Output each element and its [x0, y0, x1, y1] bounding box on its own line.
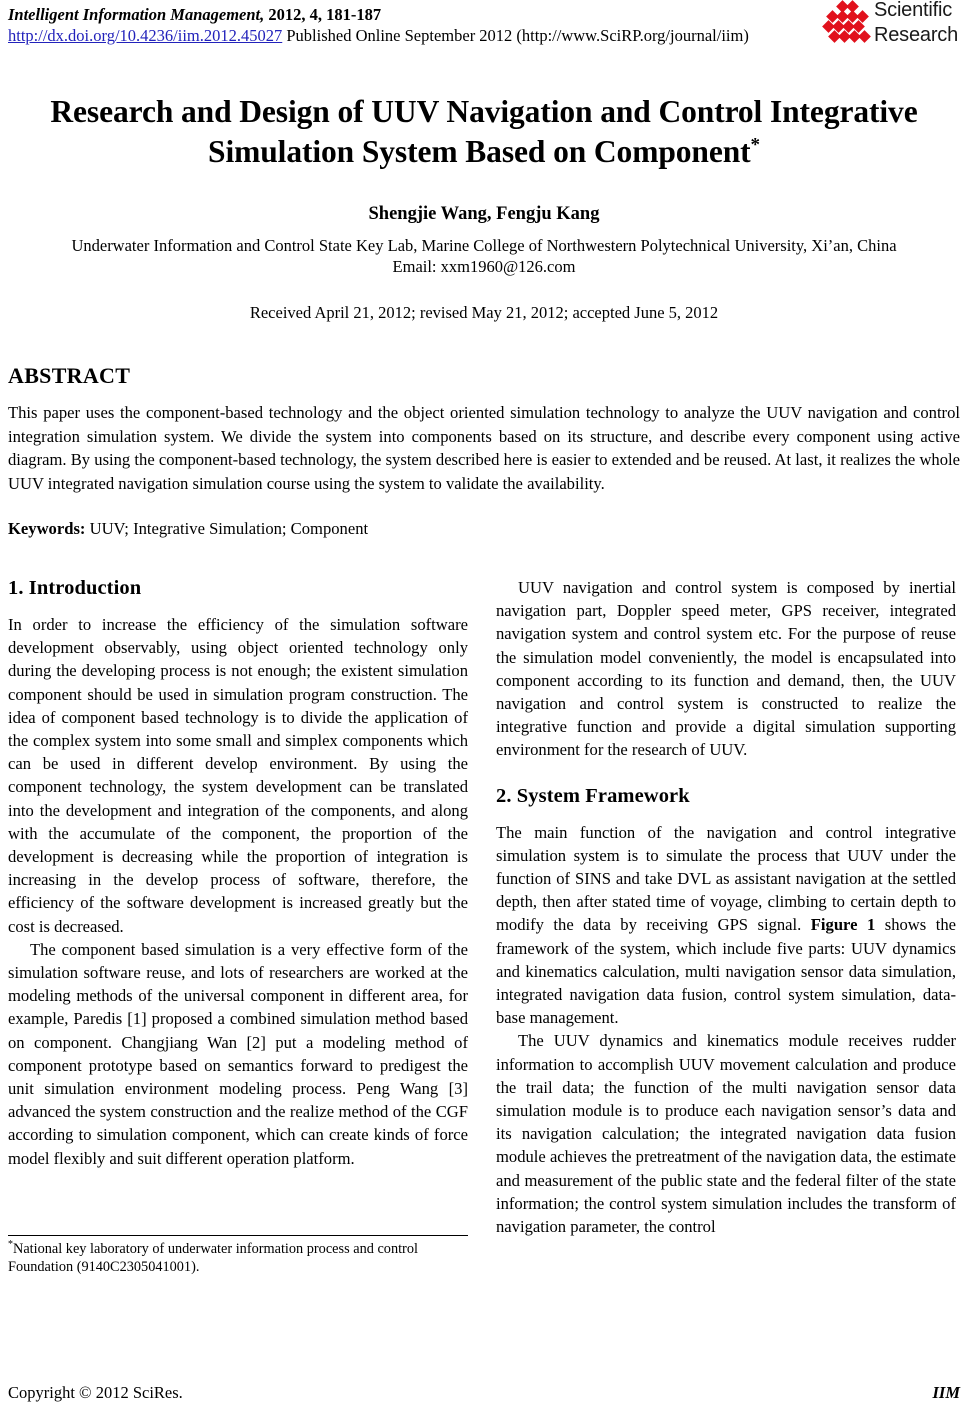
footnote-content: National key laboratory of underwater information process and control Foundation (9140C2305041001).: [8, 1241, 418, 1275]
abstract-heading: ABSTRACT: [8, 363, 131, 388]
publisher-name-line2: Research: [874, 24, 958, 46]
journal-name: Intelligent Information Management,: [8, 5, 265, 24]
masthead-text: [8, 4, 848, 47]
publisher-logo: [824, 0, 960, 52]
publisher-name-line1: Scientific: [874, 0, 953, 21]
doi-link[interactable]: http://dx.doi.org/10.4236/iim.2012.45027: [8, 26, 283, 45]
system-framework-paragraph-1: [496, 821, 956, 1030]
copyright-notice: Copyright © 2012 SciRes.: [8, 1383, 183, 1402]
author-list: Shengjie Wang, Fengju Kang: [368, 204, 600, 224]
keywords-line: [8, 517, 960, 540]
doi-publication-line: [8, 25, 848, 47]
sf-p1-part1: The main function of the navigation and control integrative simulation system is to simulate the process that UUV under the function of SINS and take DVL as assistant navigation at the settled depth, then after stated time of voyage, climbing to certain depth to modify the data by receiving GPS signal.: [496, 822, 956, 935]
journal-issue-info: 2012, 4, 181-187: [264, 5, 382, 24]
introduction-paragraph-2: The component based simulation is a very effective form of the simulation software reuse, and lots of researchers are worked at the modeling methods of the universal component in different area, for example, Paredis [1] proposed a combined simulation method based on component. Changjiang Wan [2] put a modeling method of component prototype based on semantics forward to predigest the unit simulation environment modeling process. Peng Wang [3] advanced the system construction and the realize method of the CGF according to simulation component, which can create kinds of force model flexibly and suit different operation platform.: [8, 939, 468, 1168]
keywords-value: UUV; Integrative Simulation; Component: [85, 519, 369, 538]
page-footer: [8, 1382, 960, 1403]
left-column: [8, 576, 468, 1276]
footnote-text: [8, 1240, 468, 1276]
publisher-name: [874, 0, 958, 48]
contact-email: Email: xxm1960@126.com: [392, 257, 576, 276]
paper-title-text: Research and Design of UUV Navigation and Control Integrative Simulation System Based on Component: [50, 94, 918, 169]
footnote-divider: [8, 1235, 468, 1236]
page-title: [44, 92, 924, 172]
introduction-paragraph-3: UUV navigation and control system is composed by inertial navigation part, Doppler speed meter, GPS receiver, integrated navigation system and control system etc. For the purpose of reuse the simulation model conveniently, the model is encapsulated into component according to its function and demand, then, the UUV navigation and control system is constructed to realize the integrative function and provide a digital simulation supporting environment for the research of UUV.: [496, 578, 956, 760]
section-heading-system-framework: 2. System Framework: [496, 784, 690, 807]
footnote-marker: *: [8, 1239, 13, 1251]
sf-p1-part2: shows the framework of the system, which include five parts: UUV dynamics and kinematics calculation, multi navigation sensor data simulation, integrated navigation data fusion, control system simulation, data-base management.: [496, 915, 956, 1028]
body-columns: [8, 576, 960, 1276]
masthead: [8, 0, 960, 62]
section-heading-introduction: 1. Introduction: [8, 577, 142, 599]
publication-dates: Received April 21, 2012; revised May 21, 2012; accepted June 5, 2012: [249, 303, 719, 322]
title-footnote-marker: *: [750, 134, 760, 156]
title-block: [8, 92, 960, 323]
introduction-paragraph-1: In order to increase the efficiency of the simulation software development observably, using object oriented technology only during the developing process is not enough; the existent simulation component should be used in simulation program construction. The idea of component based technology is to divide the application of the complex system into some small and simplex components which can be used in different develop environment. By using the component technology, the system development can be translated into the development and integration of the components, and along with the accumulate of the component, the proportion of the development is decreasing while the proportion of integration is increasing in the develop process of software, therefore, the efficiency of the software development is increased greatly but the cost is decreased.: [8, 615, 468, 936]
scientific-research-diamond-icon: [824, 2, 872, 50]
system-framework-paragraph-2: The UUV dynamics and kinematics module receives rudder information to accomplish UUV movement calculation and produce the trail data; the function of the multi navigation sensor data simulation module is to produce each navigation sensor’s data and its navigation calculation; the integrated navigation data fusion module achieves the pretreatment of the navigation data, the estimate and measurement of the public state and the federal filter of the state information; the control system simulation includes the transform of navigation parameter, the control: [496, 1031, 956, 1237]
abstract-body: This paper uses the component-based technology and the object oriented simulation technology to analyze the UUV navigation and control integration simulation system. We divide the system into components based on its structure, and describe every component using active diagram. By using the component-based technology, the system described here is easier to extended and be reused. At last, it realizes the whole UUV integrated navigation simulation course using the system to validate the availability.: [8, 403, 960, 493]
figure-1-reference: Figure 1: [810, 915, 876, 935]
right-column: [496, 576, 956, 1276]
journal-abbreviation: IIM: [932, 1383, 960, 1402]
journal-citation-line: [8, 4, 848, 25]
publication-info: Published Online September 2012 (http://www.SciRP.org/journal/iim): [282, 26, 749, 45]
footnote-block: [8, 1235, 468, 1276]
keywords-label: Keywords:: [8, 519, 86, 538]
affiliation: Underwater Information and Control State Key Lab, Marine College of Northwestern Polytechnical University, Xi’an, China: [71, 236, 897, 255]
